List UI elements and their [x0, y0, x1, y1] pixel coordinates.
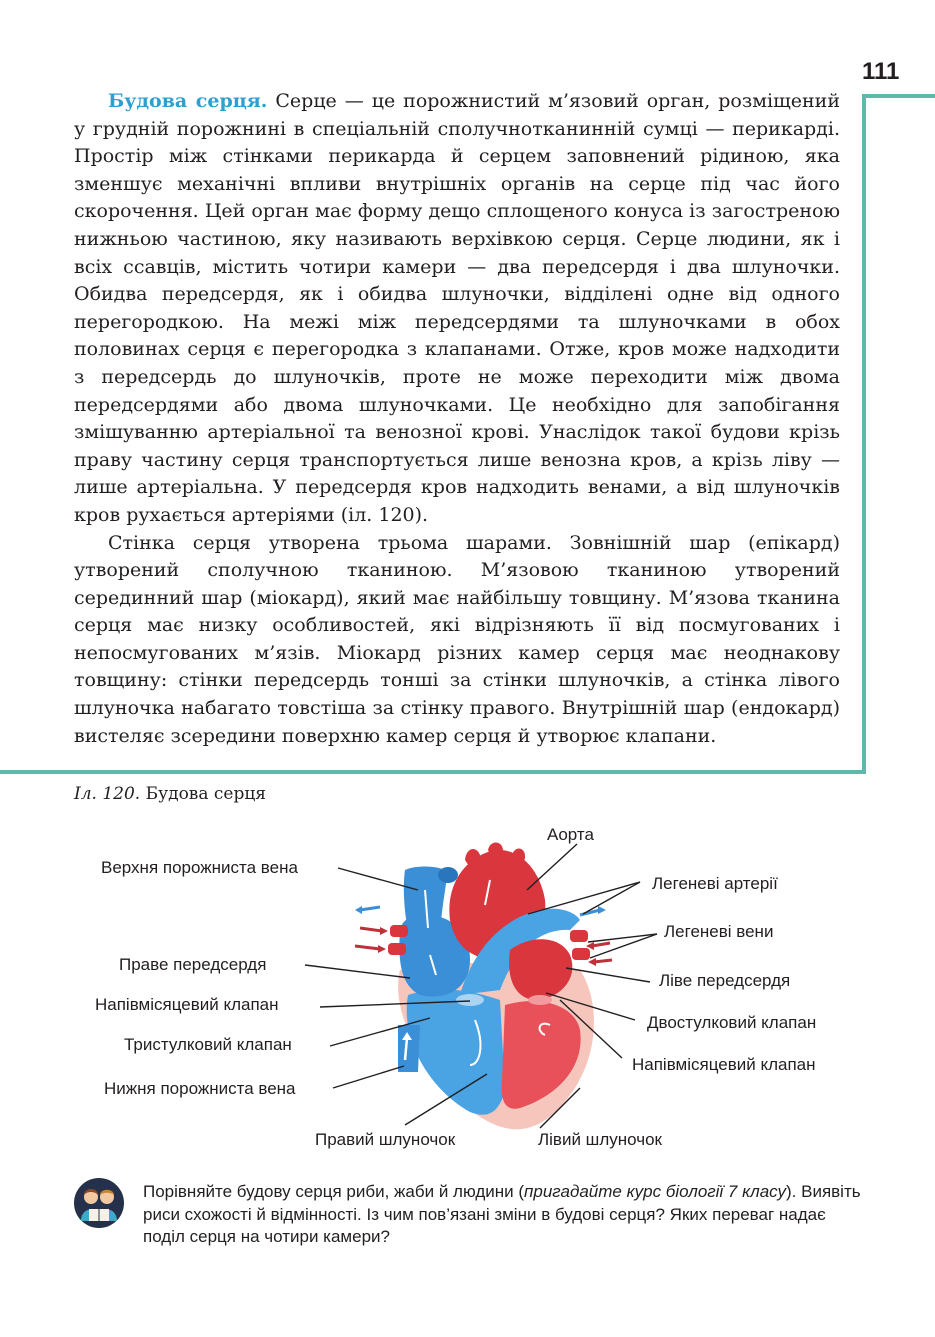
label-pulmonary-arteries: Легеневі артерії: [652, 874, 778, 893]
page-number: 111: [862, 58, 900, 85]
label-aorta: Аорта: [547, 825, 594, 844]
paragraph1-text: Серце — це порожнистий м’язовий орган, розміщений у грудній порожнині в спеціальній сполучнотканинній сумці — перикарді. Простір між стінками перикарда й серцем заповнений рідиною, яка зменшує механічні впливи внутрішніх органів на серце під час його скорочення. Цей орган має форму дещо сплощеного конуса із загостреною нижньою частиною, яку називають верхівкою серця. Серце людини, як і всіх ссавців, містить чотири камери — два передсердя і два шлуночки. Обидва передсердя, як і обидва шлуночки, відділені одне від одного перегородкою. На межі між передсердями та шлуночками в обох половинах серця є перегородка з клапанами. Отже, кров може надходити з передсердь до шлуночків, проте не може переходити між двома передсердями або двома шлуночками. Це необхідно для запобігання змішуванню артеріальної та венозної крові. Унаслідок такої будови крізь праву частину серця транспортується лише венозна кров, а крізь ліву — лише артеріальна. У передсердя кров надходить венами, а від шлуночків кров рухається артеріями (іл. 120).: [74, 90, 840, 526]
label-left-atrium: Ліве передсердя: [659, 971, 791, 990]
task-text: [143, 1181, 868, 1249]
label-semilunar-valve-left: Напівмісяцевий клапан: [632, 1055, 816, 1074]
task-text-part-a: Порівняйте будову серця риби, жаби й людини (: [143, 1182, 525, 1201]
heart-diagram: [0, 810, 935, 1160]
label-left-ventricle: Лівий шлуночок: [538, 1130, 662, 1149]
figure-caption: [74, 784, 266, 804]
label-inferior-vena-cava: Нижня порожниста вена: [104, 1079, 296, 1098]
paragraph-heart-wall: Стінка серця утворена трьома шарами. Зовнішній шар (епікард) утворений сполучною тканиною. М’язовою тканиною утворений серединний шар (міокард), який має найбільшу товщину. М’язова тканина серця має низку особливостей, які відрізняють її від посмугованих і непосмугованих м’язів. Міокард різних камер серця має неоднакову товщину: стінки передсердь тонші за стінки шлуночків, а стінка лівого шлуночка набагато товстіша за стінку правого. Внутрішній шар (ендокард) вистеляє зсередини поверхню камер серця й утворює клапани.: [74, 531, 840, 747]
right-ventricle-shape: [407, 990, 505, 1115]
label-right-atrium: Праве передсердя: [119, 955, 267, 974]
students-reading-icon: [73, 1177, 125, 1229]
frame-bottom-border: [0, 770, 866, 774]
label-bicuspid-valve: Двостулковий клапан: [647, 1013, 817, 1032]
paragraph-heart-structure: [74, 88, 840, 530]
inferior-vena-cava-shape: [398, 1025, 420, 1072]
label-tricuspid-valve: Тристулковий клапан: [124, 1035, 292, 1054]
task-text-italic: пригадайте курс біології 7 класу: [524, 1182, 786, 1201]
figure-number: Іл. 120.: [74, 784, 141, 804]
frame-top-border: [862, 94, 935, 98]
label-superior-vena-cava: Верхня порожниста вена: [101, 858, 298, 877]
figure-title: Будова серця: [140, 784, 267, 804]
frame-side-border: [862, 94, 866, 774]
lead-term: Будова серця.: [108, 90, 268, 112]
label-semilunar-valve-right: Напівмісяцевий клапан: [95, 995, 279, 1014]
main-text: [74, 88, 840, 750]
label-right-ventricle: Правий шлуночок: [315, 1130, 456, 1149]
task-text-part-b: ). Виявіть риси схожості й відмінності. Із чим пов’язані зміни в будові серця? Яких переваг надає поділ серця на чотири камери?: [143, 1182, 861, 1246]
label-pulmonary-veins: Легеневі вени: [664, 922, 774, 941]
